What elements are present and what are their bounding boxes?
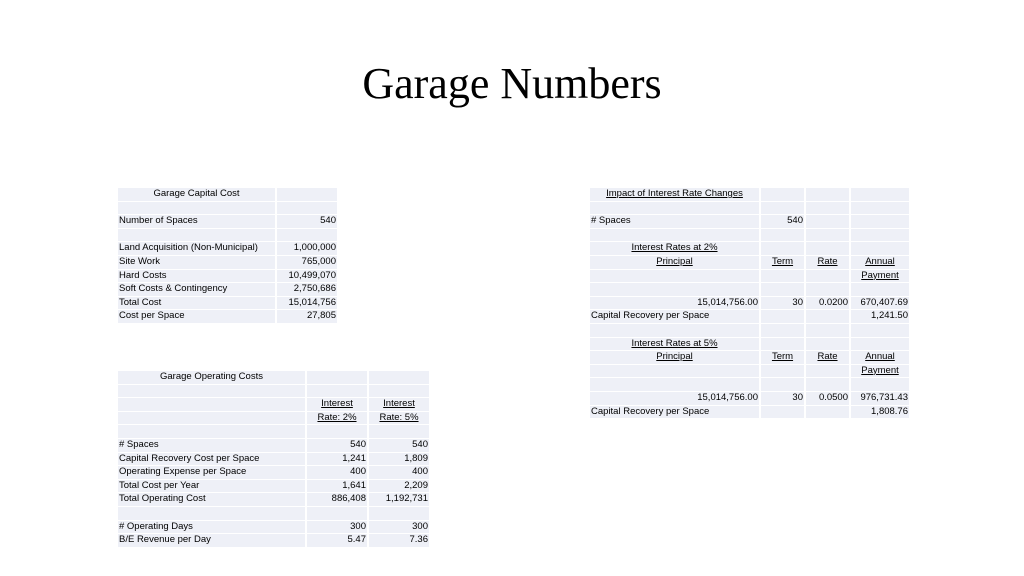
- table-row: [590, 215, 909, 228]
- table-row: [118, 521, 429, 534]
- table-row: [590, 338, 909, 351]
- row-label: # Spaces: [118, 439, 305, 452]
- recovery-value: 1,808.76: [851, 406, 909, 419]
- row-value: 5.47: [307, 534, 367, 547]
- table-row: [590, 283, 909, 296]
- column-header: Term: [771, 351, 794, 363]
- row-value: 7.36: [369, 534, 429, 547]
- rate-value: 0.0500: [806, 392, 849, 405]
- table-row: [118, 480, 429, 493]
- scenario-heading: Interest Rates at 2%: [631, 242, 718, 254]
- row-label: Operating Expense per Space: [118, 466, 305, 479]
- row-label: Land Acquisition (Non-Municipal): [118, 242, 275, 255]
- row-value: 1,809: [369, 453, 429, 466]
- table-row: [118, 283, 337, 296]
- row-value: 1,641: [307, 480, 367, 493]
- table-row: [590, 229, 909, 242]
- annual-payment-value: 976,731.43: [851, 392, 909, 405]
- table-row: [590, 297, 909, 310]
- principal-value: 15,014,756.00: [590, 297, 759, 310]
- operating-cost-header: Garage Operating Costs: [118, 371, 305, 384]
- table-row: [118, 493, 429, 506]
- row-value: 1,241: [307, 453, 367, 466]
- row-value: 1,000,000: [277, 242, 337, 255]
- interest-impact-table: [588, 187, 911, 419]
- table-row: [590, 310, 909, 323]
- table-row: [118, 310, 337, 323]
- table-row: [118, 425, 429, 438]
- table-row: [118, 371, 429, 384]
- row-value: 765,000: [277, 256, 337, 269]
- table-row: [118, 242, 337, 255]
- table-row: [118, 398, 429, 411]
- table-row: [590, 378, 909, 391]
- table-row: [118, 188, 337, 201]
- row-value: 1,192,731: [369, 493, 429, 506]
- table-row: [118, 534, 429, 547]
- recovery-value: 1,241.50: [851, 310, 909, 323]
- table-row: [590, 365, 909, 378]
- row-value: 540: [369, 439, 429, 452]
- operating-cost-table: [116, 370, 431, 548]
- row-value: 15,014,756: [277, 297, 337, 310]
- table-row: [118, 412, 429, 425]
- table-row: [590, 242, 909, 255]
- column-header: Payment: [861, 269, 899, 281]
- term-value: 30: [761, 297, 804, 310]
- table-row: [118, 270, 337, 283]
- row-label: Hard Costs: [118, 270, 275, 283]
- scenario-heading: Interest Rates at 5%: [631, 337, 718, 349]
- column-header: Rate: [817, 351, 838, 363]
- row-label: Cost per Space: [118, 310, 275, 323]
- row-value: 2,209: [369, 480, 429, 493]
- row-label: Capital Recovery Cost per Space: [118, 453, 305, 466]
- table-row: [118, 215, 337, 228]
- column-header: Rate: [817, 255, 838, 267]
- column-header: Annual: [865, 351, 895, 363]
- table-row: [590, 324, 909, 337]
- table-row: [118, 385, 429, 398]
- row-label: # Spaces: [590, 215, 759, 228]
- table-row: [118, 202, 337, 215]
- table-row: [590, 351, 909, 364]
- capital-cost-header: Garage Capital Cost: [118, 188, 275, 201]
- row-label: Total Cost per Year: [118, 480, 305, 493]
- row-value: 540: [277, 215, 337, 228]
- table-row: [590, 256, 909, 269]
- column-header: Annual: [865, 255, 895, 267]
- row-label: Number of Spaces: [118, 215, 275, 228]
- column-header: Rate: 2%: [317, 411, 357, 423]
- row-value: 300: [307, 521, 367, 534]
- row-label: Total Operating Cost: [118, 493, 305, 506]
- row-label: Capital Recovery per Space: [590, 406, 759, 419]
- row-label: Site Work: [118, 256, 275, 269]
- term-value: 30: [761, 392, 804, 405]
- column-header: Principal: [656, 255, 693, 267]
- rate-value: 0.0200: [806, 297, 849, 310]
- row-label: Capital Recovery per Space: [590, 310, 759, 323]
- row-value: 300: [369, 521, 429, 534]
- row-value: 540: [761, 215, 804, 228]
- table-row: [118, 229, 337, 242]
- row-value: 886,408: [307, 493, 367, 506]
- row-value: 27,805: [277, 310, 337, 323]
- row-value: 2,750,686: [277, 283, 337, 296]
- table-row: [118, 453, 429, 466]
- principal-value: 15,014,756.00: [590, 392, 759, 405]
- page-title: Garage Numbers: [362, 59, 662, 108]
- table-row: [118, 507, 429, 520]
- table-row: [590, 392, 909, 405]
- capital-cost-table: [116, 187, 339, 324]
- column-header: Interest: [321, 398, 353, 410]
- row-label: # Operating Days: [118, 521, 305, 534]
- table-row: [590, 202, 909, 215]
- row-label: Total Cost: [118, 297, 275, 310]
- column-header: Payment: [861, 364, 899, 376]
- column-header: Principal: [656, 351, 693, 363]
- row-label: B/E Revenue per Day: [118, 534, 305, 547]
- table-row: [590, 188, 909, 201]
- row-value: 540: [307, 439, 367, 452]
- table-row: [118, 439, 429, 452]
- column-header: Rate: 5%: [379, 411, 419, 423]
- row-value: 400: [369, 466, 429, 479]
- table-row: [118, 466, 429, 479]
- column-header: Term: [771, 255, 794, 267]
- annual-payment-value: 670,407.69: [851, 297, 909, 310]
- row-value: 400: [307, 466, 367, 479]
- row-label: Soft Costs & Contingency: [118, 283, 275, 296]
- table-row: [118, 256, 337, 269]
- column-header: Interest: [383, 398, 415, 410]
- interest-impact-header: Impact of Interest Rate Changes: [606, 188, 743, 199]
- table-row: [590, 406, 909, 419]
- table-row: [590, 270, 909, 283]
- row-value: 10,499,070: [277, 270, 337, 283]
- empty-cell: [277, 188, 337, 201]
- table-row: [118, 297, 337, 310]
